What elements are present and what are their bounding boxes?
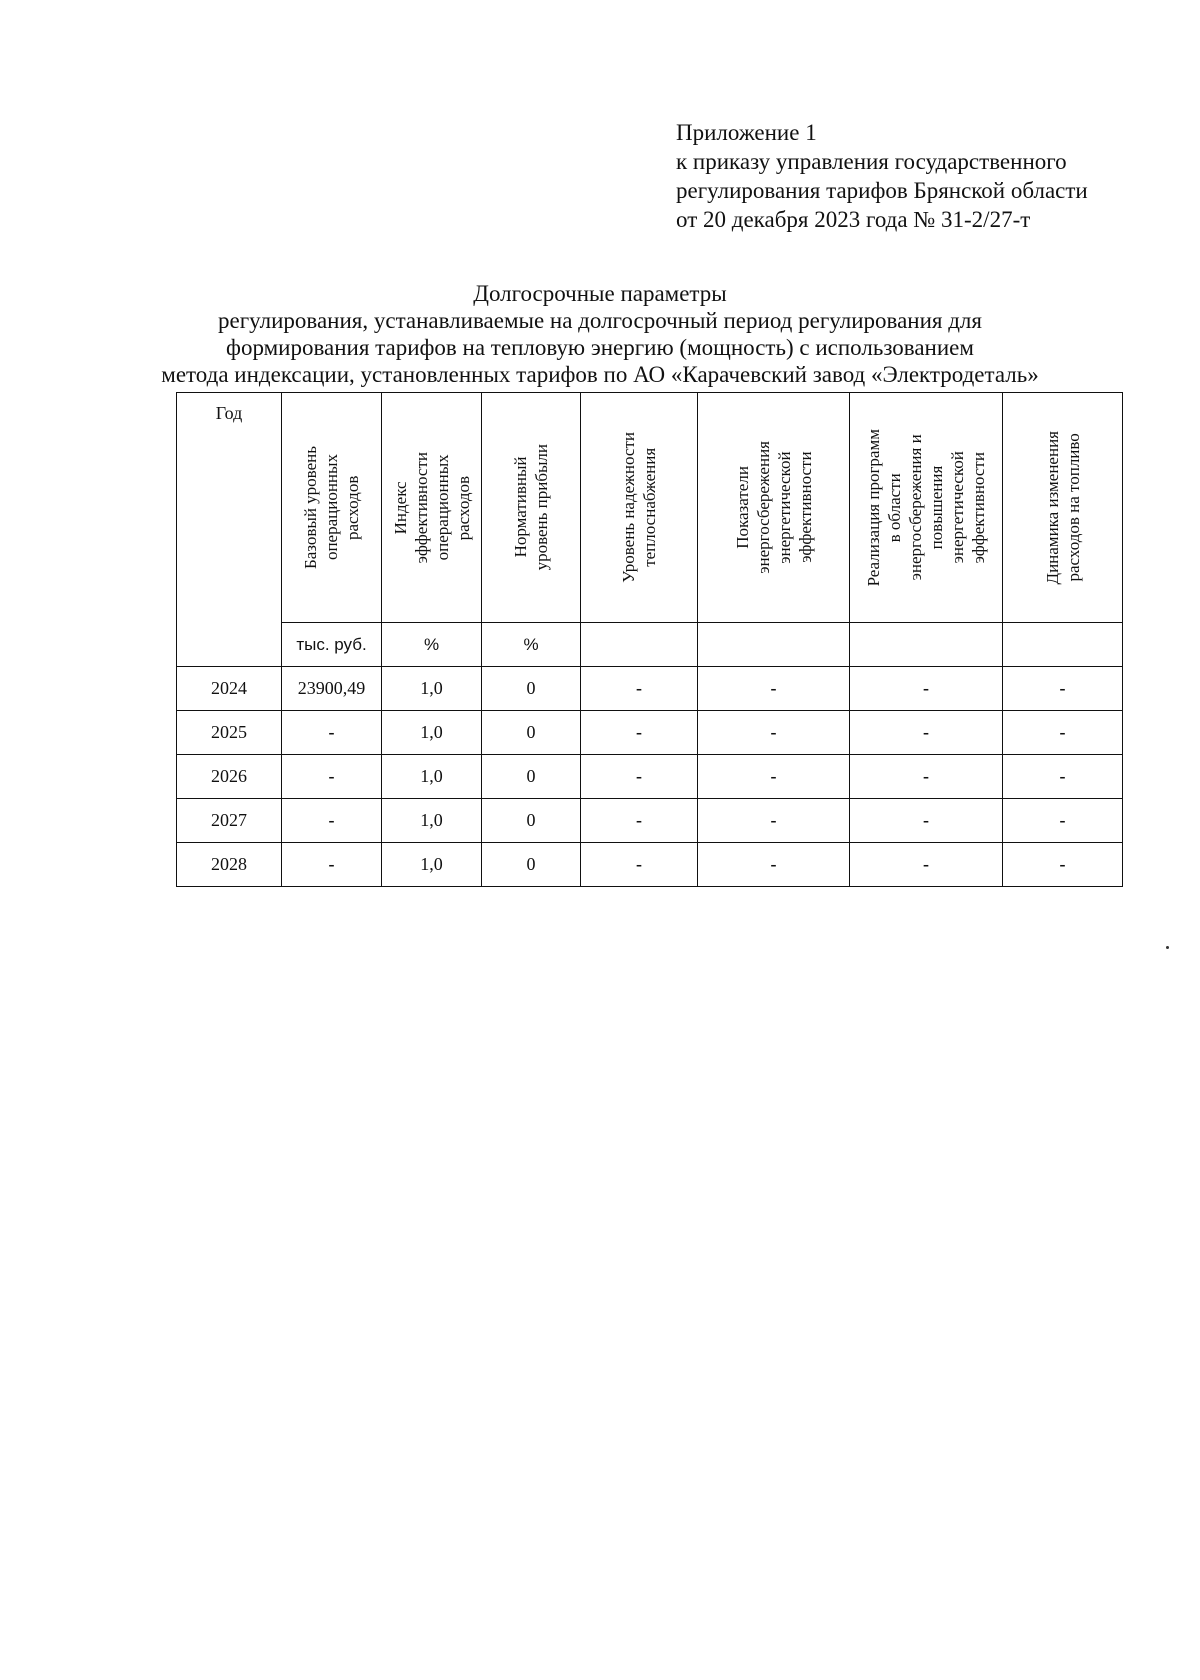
appendix-reference [676, 118, 1088, 234]
header-fuel-dynamics [1003, 393, 1123, 623]
header-row [177, 393, 1123, 623]
cell-reliability: - [581, 843, 698, 887]
cell-energy-saving: - [698, 799, 850, 843]
cell-year: 2024 [177, 667, 282, 711]
header-energy-saving [698, 393, 850, 623]
title-line-1: Долгосрочные параметры [473, 281, 727, 306]
cell-profit-level: 0 [482, 799, 581, 843]
title-line-3: формирования тарифов на тепловую энергию (мощность) с использованием [226, 335, 974, 360]
cell-base-opex: - [282, 799, 382, 843]
header-reliability-label: Уровень надежности теплоснабжения [619, 432, 659, 583]
title-line-2: регулирования, устанавливаемые на долгосрочный период регулирования для [217, 308, 982, 333]
table-row [177, 667, 1123, 711]
cell-fuel-dynamics: - [1003, 799, 1123, 843]
scan-speck [1166, 946, 1169, 949]
header-programs [850, 393, 1003, 623]
unit-efficiency-index: % [382, 623, 482, 667]
header-programs-label: Реализация программ в области энергосбережения и повышения энергетической эффективности [864, 428, 988, 587]
unit-reliability [581, 623, 698, 667]
cell-year: 2026 [177, 755, 282, 799]
appendix-date-line: от 20 декабря 2023 года № 31-2/27-т [676, 207, 1031, 232]
cell-profit-level: 0 [482, 843, 581, 887]
cell-efficiency-index: 1,0 [382, 667, 482, 711]
document-title [0, 280, 1200, 388]
cell-profit-level: 0 [482, 711, 581, 755]
cell-efficiency-index: 1,0 [382, 799, 482, 843]
unit-fuel-dynamics [1003, 623, 1123, 667]
cell-base-opex: 23900,49 [282, 667, 382, 711]
table-row [177, 843, 1123, 887]
cell-energy-saving: - [698, 711, 850, 755]
cell-reliability: - [581, 711, 698, 755]
cell-base-opex: - [282, 755, 382, 799]
header-reliability [581, 393, 698, 623]
header-efficiency-index [382, 393, 482, 623]
cell-efficiency-index: 1,0 [382, 755, 482, 799]
cell-reliability: - [581, 799, 698, 843]
cell-profit-level: 0 [482, 755, 581, 799]
cell-efficiency-index: 1,0 [382, 711, 482, 755]
unit-profit-level: % [482, 623, 581, 667]
cell-energy-saving: - [698, 843, 850, 887]
cell-energy-saving: - [698, 755, 850, 799]
appendix-order-line: к приказу управления государственного [676, 149, 1067, 174]
cell-fuel-dynamics: - [1003, 667, 1123, 711]
cell-fuel-dynamics: - [1003, 711, 1123, 755]
header-base-opex [282, 393, 382, 623]
cell-programs: - [850, 799, 1003, 843]
cell-fuel-dynamics: - [1003, 843, 1123, 887]
header-profit-level-label: Нормативный уровень прибыли [511, 444, 551, 571]
cell-programs: - [850, 843, 1003, 887]
cell-efficiency-index: 1,0 [382, 843, 482, 887]
cell-year: 2025 [177, 711, 282, 755]
title-line-4: метода индексации, установленных тарифов по АО «Карачевский завод «Электродеталь» [161, 362, 1039, 387]
cell-profit-level: 0 [482, 667, 581, 711]
appendix-number: Приложение 1 [676, 120, 817, 145]
units-row [177, 623, 1123, 667]
table-row [177, 711, 1123, 755]
table-row [177, 799, 1123, 843]
header-base-opex-label: Базовый уровень операционных расходов [301, 445, 362, 570]
cell-fuel-dynamics: - [1003, 755, 1123, 799]
header-year-label: Год [215, 403, 243, 423]
header-year [177, 393, 282, 667]
header-efficiency-index-label: Индекс эффективности операционных расходов [390, 451, 473, 564]
cell-base-opex: - [282, 711, 382, 755]
unit-energy-saving [698, 623, 850, 667]
cell-reliability: - [581, 667, 698, 711]
unit-programs [850, 623, 1003, 667]
header-energy-saving-label: Показатели энергосбережения энергетической эффективности [732, 441, 815, 574]
unit-base-opex: тыс. руб. [282, 623, 382, 667]
cell-year: 2028 [177, 843, 282, 887]
header-fuel-dynamics-label: Динамика изменения расходов на топливо [1042, 430, 1083, 585]
cell-year: 2027 [177, 799, 282, 843]
parameters-table [176, 392, 1123, 887]
header-profit-level [482, 393, 581, 623]
cell-energy-saving: - [698, 667, 850, 711]
cell-programs: - [850, 711, 1003, 755]
cell-reliability: - [581, 755, 698, 799]
cell-programs: - [850, 755, 1003, 799]
cell-base-opex: - [282, 843, 382, 887]
table-row [177, 755, 1123, 799]
cell-programs: - [850, 667, 1003, 711]
appendix-authority-line: регулирования тарифов Брянской области [676, 178, 1088, 203]
